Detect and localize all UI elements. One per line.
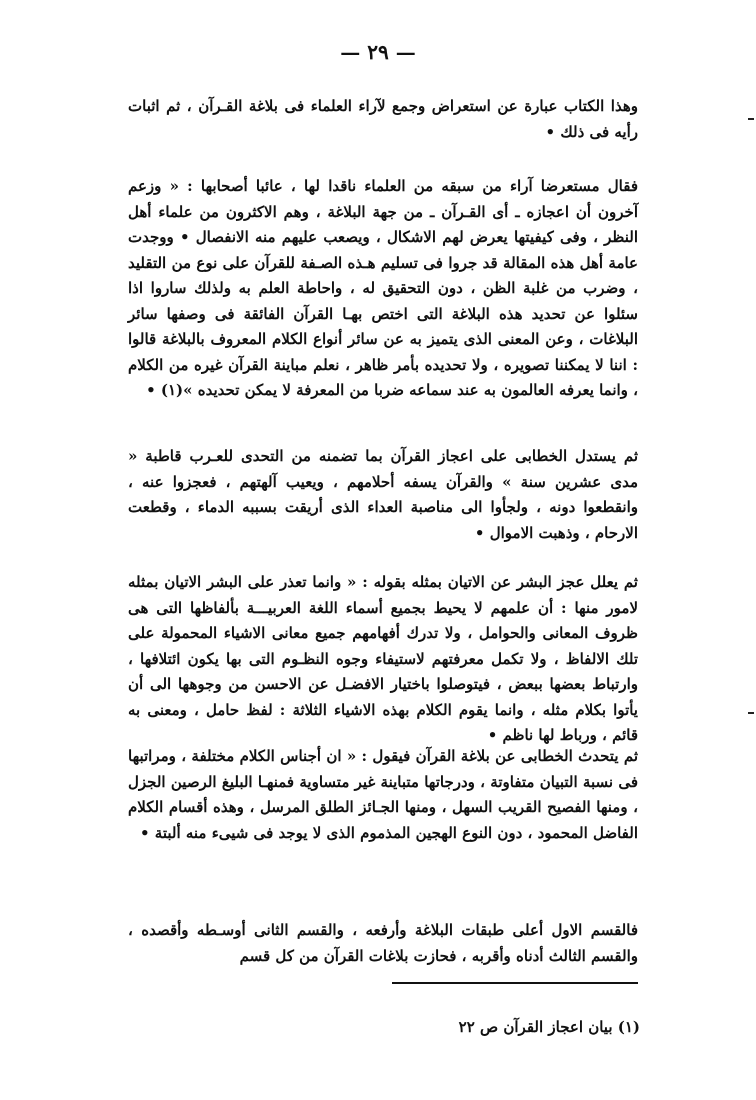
paragraph-eloquence-types [128,744,638,846]
paragraph-text: فقال مستعرضا آراء من سبقه من العلماء ناقدا لها ، عائبا أصحابها : « وزعم آخرون أن اعجازه ـ أى القـرآن ـ من جهة البلاغة ، وهم الاكثرون من علماء أهل النظر ، وفى كيفيتها يعرض لهم الاشكال ، ويصعب عليهم منه الانفصال • ووجدت عامة أهل هذه المقالة قد جروا فى تسليم هـذه الصـفة للقرآن على نوع من التقليد ، وضرب من غلبة الظن ، دون التحقيق له ، واحاطة العلم به ولذلك ساروا اذا سئلوا عن تحديد هذه البلاغة التى اختص بهـا القرآن الفائقة فى وصفها سائر البلاغات ، وعن المعنى الذى يتميز به عن سائر أنواع الكلام المعروف بالبلاغة قالوا : اننا لا يمكننا تصويره ، ولا تحديده بأمر ظاهر ، نعلم مباينة القرآن غيره من الكلام ، وانما يعرفه العالمون به عند سماعه ضربا من المعرفة لا يمكن تحديده »(١) • [128,177,638,399]
paragraph-text: ثم يعلل عجز البشر عن الاتيان بمثله بقوله : « وانما تعذر على البشر الاتيان بمثله لامور منها : أن علمهم لا يحيط بجميع أسماء اللغة العربيـــة بألفاظها التى هى ظروف المعانى والحوامل ، ولا تدرك أفهامهم جميع معانى الاشياء المحمولة على تلك الالفاظ ، ولا تكمل معرفتهم لاستيفاء وجوه النظـوم التى بها يكون ائتلافها ، وارتباط بعضها ببعض ، فيتوصلوا باختيار الافضـل عن الاحسن من وجوهها الى أن يأتوا بكلام مثله ، وانما يقوم الكلام بهذه الاشياء الثلاثة : لفظ حامل ، ومعنى به قائم ، ورباط لها ناظم • [128,573,638,744]
paragraph-text: ثم يتحدث الخطابى عن بلاغة القرآن فيقول : « ان أجناس الكلام مختلفة ، ومراتبها فى نسبة التبيان متفاوتة ، ودرجاتها متباينة غير متساوية فمنهـا البليغ الرصين الجزل ، ومنها الفصيح القريب السهل ، ومنها الجـائز الطلق المرسل ، وهذه أقسام الكلام الفاضل المحمود ، دون النوع الهجين المذموم الذى لا يوجد فى شيىء منه ألبتة • [128,747,638,842]
paragraph-challenge [128,444,638,546]
paragraph-text: ثم يستدل الخطابى على اعجاز القرآن بما تضمنه من التحدى للعـرب قاطبة « مدى عشرين سنة » والقرآن يسفه أحلامهم ، ويعيب آلهتهم ، فعجزوا عنه ، وانقطعوا دونه ، ولجأوا الى مناصبة العداء الذى أريقت بسببه الدماء ، وقطعت الارحام ، وذهبت الاموال • [128,447,638,542]
paragraph-text: وهذا الكتاب عبارة عن استعراض وجمع لآراء العلماء فى بلاغة القـرآن ، ثم اثبات رأيه فى ذلك • [128,97,638,141]
page-number: — ٢٩ — [340,40,416,64]
footnote: (١) بيان اعجاز القرآن ص ٢٢ [458,1018,640,1036]
paragraph-quote-critics [128,174,638,404]
paragraph-text: فالقسم الاول أعلى طبقات البلاغة وأرفعه ، والقسم الثانى أوسـطه وأقصده ، والقسم الثالث أدناه وأقربه ، فحازت بلاغات القرآن من كل قسم [128,921,638,965]
paragraph-human-inability [128,570,638,749]
paragraph-intro [128,94,638,145]
paragraph-categories [128,918,638,969]
scan-edge-mark [748,118,754,120]
scan-edge-mark [748,712,754,714]
footnote-divider [392,982,638,984]
